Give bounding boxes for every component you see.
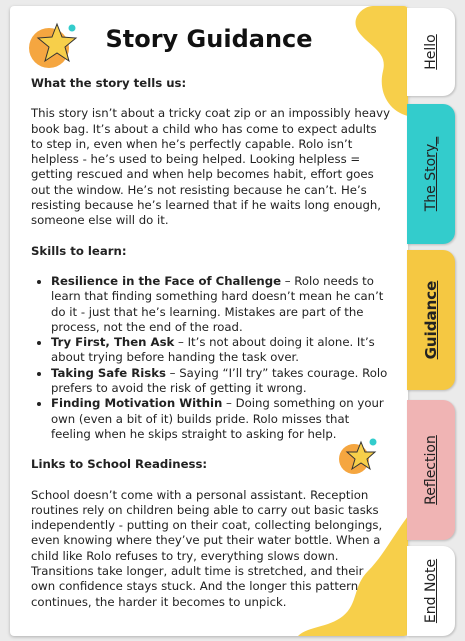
skill-term: Taking Safe Risks bbox=[51, 365, 166, 380]
skill-text: – It’s not about doing it alone. It’s about trying before handing the task over. bbox=[51, 335, 375, 365]
tab-guidance[interactable] bbox=[407, 250, 455, 390]
skills-heading: Skills to learn: bbox=[31, 243, 127, 258]
tab-label: End Note bbox=[423, 558, 439, 624]
tab-label: The Story_ bbox=[423, 136, 439, 212]
tab-label: Reflection bbox=[423, 435, 439, 505]
list-item bbox=[51, 274, 391, 335]
tab-the-story[interactable] bbox=[407, 104, 455, 244]
skill-text: – Rolo needs to learn that finding something hard doesn’t mean he can’t do it - just that he’s learning. Mistakes are part of the process, not the end of the road. bbox=[51, 273, 384, 334]
list-item bbox=[51, 335, 391, 366]
skill-term: Try First, Then Ask bbox=[51, 335, 175, 350]
list-item bbox=[51, 366, 391, 397]
guidance-page bbox=[10, 6, 408, 636]
school-heading: Links to School Readiness: bbox=[31, 457, 208, 472]
skill-term: Finding Motivation Within bbox=[51, 396, 223, 411]
tab-end-note[interactable] bbox=[407, 546, 455, 636]
tab-label: Hello bbox=[423, 34, 439, 70]
tab-hello[interactable] bbox=[407, 8, 455, 96]
skill-text: – Saying “I’ll try” takes courage. Rolo prefers to avoid the risk of getting it wrong. bbox=[51, 365, 388, 396]
skill-text: – Doing something on your own (even a bit of it) builds pride. Rolo misses that feeling when he skips straight to asking for help. bbox=[51, 396, 384, 441]
skill-term: Resilience in the Face of Challenge bbox=[51, 273, 281, 288]
tab-label: Guidance bbox=[422, 280, 440, 360]
guidance-content bbox=[31, 76, 391, 625]
skills-list bbox=[31, 274, 391, 442]
story-body: This story isn’t about a tricky coat zip or an impossibly heavy book bag. It’s about a child who has come to expect adults to step in, even when he’s perfectly capable. Rolo isn’t helpless - he’s used to being helped. Looking helpless = getting rescued and when help becomes habit, effort goes out the window. He’s not resisting because he can’t. He’s resisting because he’s learned that if he waits long enough, someone else will do it. bbox=[31, 106, 390, 228]
list-item bbox=[51, 396, 391, 442]
tab-reflection[interactable] bbox=[407, 400, 455, 540]
school-body: School doesn’t come with a personal assistant. Reception routines rely on children being able to carry out basic tasks independently - putting on their coat, collecting belongings, even knowing where they’ve put their water bottle. When a child like Rolo refuses to try, everything slows down. Transitions take longer, adult time is stretched, and their own confidence stays stuck. And the longer this pattern continues, the harder it becomes to unpick. bbox=[31, 487, 383, 609]
story-heading: What the story tells us: bbox=[31, 76, 187, 90]
page-title: Story Guidance bbox=[105, 25, 313, 53]
